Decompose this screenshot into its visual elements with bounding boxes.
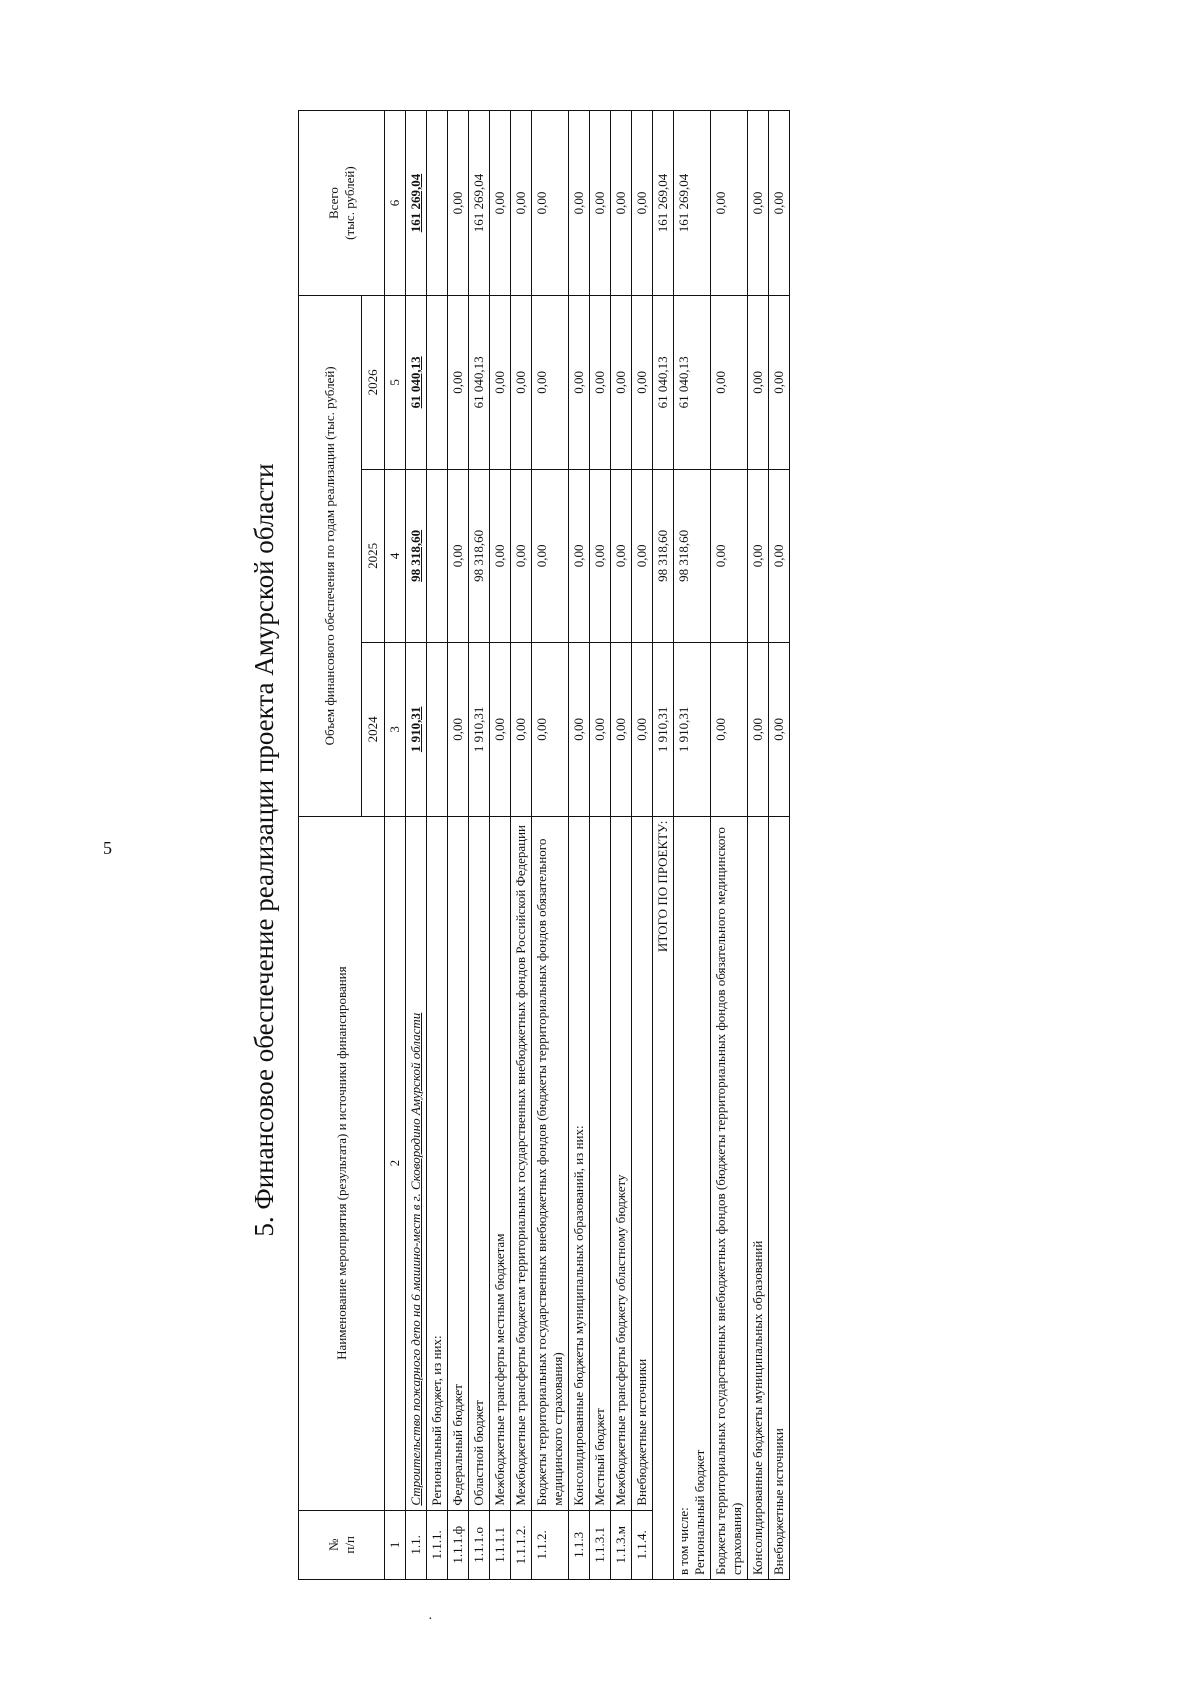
summary-value-total: 161 269,04 (674, 111, 711, 296)
row-value-total (427, 111, 448, 296)
row-value-2025: 0,00 (490, 469, 511, 643)
total-label: ИТОГО ПО ПРОЕКТУ: (653, 816, 674, 1579)
summary-value-total: 0,00 (769, 111, 790, 296)
table-row (490, 111, 511, 1580)
page-number: 5 (103, 838, 112, 858)
row-value-2025: 0,00 (569, 469, 590, 643)
index-cell: 6 (385, 111, 406, 296)
page-title: 5. Финансовое обеспечение реализации проекта Амурской области (249, 463, 279, 1237)
summary-value-2024: 0,00 (748, 643, 769, 817)
row-value-2026: 61 040,13 (469, 296, 490, 470)
row-value-2025: 0,00 (532, 469, 569, 643)
summary-name-cell (748, 816, 769, 1579)
row-code: 1.1.1. (427, 1510, 448, 1579)
row-value-2024: 0,00 (532, 643, 569, 817)
table-row (406, 111, 427, 1580)
row-name: Бюджеты территориальных государственных внебюджетных фондов (бюджеты территориальных фондов обязательного медицинского страхования) (532, 816, 569, 1510)
summary-name-cell (674, 816, 711, 1579)
summary-row (769, 111, 790, 1580)
table-row (511, 111, 532, 1580)
row-value-2024: 0,00 (632, 643, 653, 817)
row-name: Местный бюджет (590, 816, 611, 1510)
index-cell: 2 (385, 816, 406, 1510)
header-year-2026: 2026 (362, 296, 385, 470)
stray-mark: · (428, 1612, 433, 1627)
summary-value-2025: 0,00 (769, 469, 790, 643)
row-value-total: 0,00 (590, 111, 611, 296)
row-code: 1.1.3.1 (590, 1510, 611, 1579)
row-code: 1.1.2. (532, 1510, 569, 1579)
summary-prefix: в том числе: (676, 1507, 691, 1575)
summary-value-2026: 61 040,13 (674, 296, 711, 470)
row-value-2025: 0,00 (611, 469, 632, 643)
row-code: 1.1. (406, 1510, 427, 1579)
row-value-2024: 1 910,31 (406, 643, 427, 817)
row-code: 1.1.1.ф (448, 1510, 469, 1579)
table-row (448, 111, 469, 1580)
row-value-2025: 0,00 (590, 469, 611, 643)
index-cell: 4 (385, 469, 406, 643)
table-row (427, 111, 448, 1580)
summary-value-2026: 0,00 (748, 296, 769, 470)
summary-value-2026: 0,00 (711, 296, 748, 470)
row-value-2024: 1 910,31 (469, 643, 490, 817)
row-code: 1.1.1.о (469, 1510, 490, 1579)
row-value-total: 0,00 (632, 111, 653, 296)
row-value-2026: 0,00 (511, 296, 532, 470)
row-name: Региональный бюджет, из них: (427, 816, 448, 1510)
header-name: Наименование мероприятия (результата) и источники финансирования (299, 816, 385, 1510)
row-value-2026: 0,00 (611, 296, 632, 470)
row-name: Межбюджетные трансферты бюджетам территориальных государственных внебюджетных фондов Российской Федерации (511, 816, 532, 1510)
row-value-2026: 0,00 (532, 296, 569, 470)
row-value-2025: 98 318,60 (469, 469, 490, 643)
summary-name: Внебюджетные источники (771, 1428, 786, 1575)
row-name: Строительство пожарного депо на 6 машино-мест в г. Сковородино Амурской области (406, 816, 427, 1510)
table-row (569, 111, 590, 1580)
row-name: Межбюджетные трансферты бюджету областному бюджету (611, 816, 632, 1510)
summary-value-2025: 0,00 (748, 469, 769, 643)
header-year-2025: 2025 (362, 469, 385, 643)
table-row (469, 111, 490, 1580)
table-body (385, 111, 790, 1580)
row-value-total: 0,00 (569, 111, 590, 296)
summary-name: Бюджеты территориальных государственных внебюджетных фондов (бюджеты территориальных фондов обязательного медицинского страхования) (713, 827, 744, 1575)
row-value-2024 (427, 643, 448, 817)
summary-row (674, 111, 711, 1580)
row-value-2025: 0,00 (448, 469, 469, 643)
row-code: 1.1.3 (569, 1510, 590, 1579)
table-row (611, 111, 632, 1580)
total-value-2025: 98 318,60 (653, 469, 674, 643)
row-name: Консолидированные бюджеты муниципальных образований, из них: (569, 816, 590, 1510)
financing-table (298, 110, 790, 1580)
row-value-2026: 0,00 (590, 296, 611, 470)
row-name: Федеральный бюджет (448, 816, 469, 1510)
row-value-2026: 0,00 (448, 296, 469, 470)
row-code: 1.1.4. (632, 1510, 653, 1579)
row-code: 1.1.3.м (611, 1510, 632, 1579)
row-name: Межбюджетные трансферты местным бюджетам (490, 816, 511, 1510)
row-value-2026: 61 040,13 (406, 296, 427, 470)
row-value-total: 161 269,04 (469, 111, 490, 296)
summary-value-2024: 0,00 (711, 643, 748, 817)
row-value-total: 0,00 (511, 111, 532, 296)
total-row (653, 111, 674, 1580)
table-row (632, 111, 653, 1580)
summary-row (748, 111, 769, 1580)
summary-value-2025: 0,00 (711, 469, 748, 643)
summary-value-2026: 0,00 (769, 296, 790, 470)
table-row (532, 111, 569, 1580)
summary-row (711, 111, 748, 1580)
row-name: Областной бюджет (469, 816, 490, 1510)
row-value-2024: 0,00 (511, 643, 532, 817)
index-cell: 3 (385, 643, 406, 817)
header-volume: Объем финансового обеспечения по годам реализации (тыс. рублей) (299, 296, 362, 817)
header-num: № п/п (299, 1510, 385, 1579)
rotated-content (200, 100, 1100, 1600)
row-value-2025: 98 318,60 (406, 469, 427, 643)
header-year-2024: 2024 (362, 643, 385, 817)
total-value-2026: 61 040,13 (653, 296, 674, 470)
summary-name: Консолидированные бюджеты муниципальных образований (750, 1240, 765, 1575)
row-value-total: 0,00 (490, 111, 511, 296)
summary-value-2024: 0,00 (769, 643, 790, 817)
row-value-total: 161 269,04 (406, 111, 427, 296)
row-value-2024: 0,00 (569, 643, 590, 817)
row-value-2024: 0,00 (448, 643, 469, 817)
summary-value-2025: 98 318,60 (674, 469, 711, 643)
row-name: Внебюджетные источники (632, 816, 653, 1510)
row-value-total: 0,00 (448, 111, 469, 296)
total-value-2024: 1 910,31 (653, 643, 674, 817)
total-value-total: 161 269,04 (653, 111, 674, 296)
row-value-2025: 0,00 (632, 469, 653, 643)
row-code: 1.1.1.1 (490, 1510, 511, 1579)
row-code: 1.1.1.2. (511, 1510, 532, 1579)
column-index-row (385, 111, 406, 1580)
summary-value-total: 0,00 (711, 111, 748, 296)
row-value-2026: 0,00 (490, 296, 511, 470)
row-value-2026: 0,00 (632, 296, 653, 470)
row-value-2026: 0,00 (569, 296, 590, 470)
row-value-total: 0,00 (611, 111, 632, 296)
index-cell: 1 (385, 1510, 406, 1579)
row-value-2024: 0,00 (590, 643, 611, 817)
row-value-2026 (427, 296, 448, 470)
summary-value-2024: 1 910,31 (674, 643, 711, 817)
table-row (590, 111, 611, 1580)
row-value-2024: 0,00 (490, 643, 511, 817)
header-total: Всего (тыс. рублей) (299, 111, 385, 296)
summary-name-cell (769, 816, 790, 1579)
row-value-2024: 0,00 (611, 643, 632, 817)
row-value-2025: 0,00 (511, 469, 532, 643)
row-value-total: 0,00 (532, 111, 569, 296)
summary-value-total: 0,00 (748, 111, 769, 296)
row-value-2025 (427, 469, 448, 643)
summary-name-cell (711, 816, 748, 1579)
summary-name: Региональный бюджет (692, 1449, 707, 1575)
index-cell: 5 (385, 296, 406, 470)
